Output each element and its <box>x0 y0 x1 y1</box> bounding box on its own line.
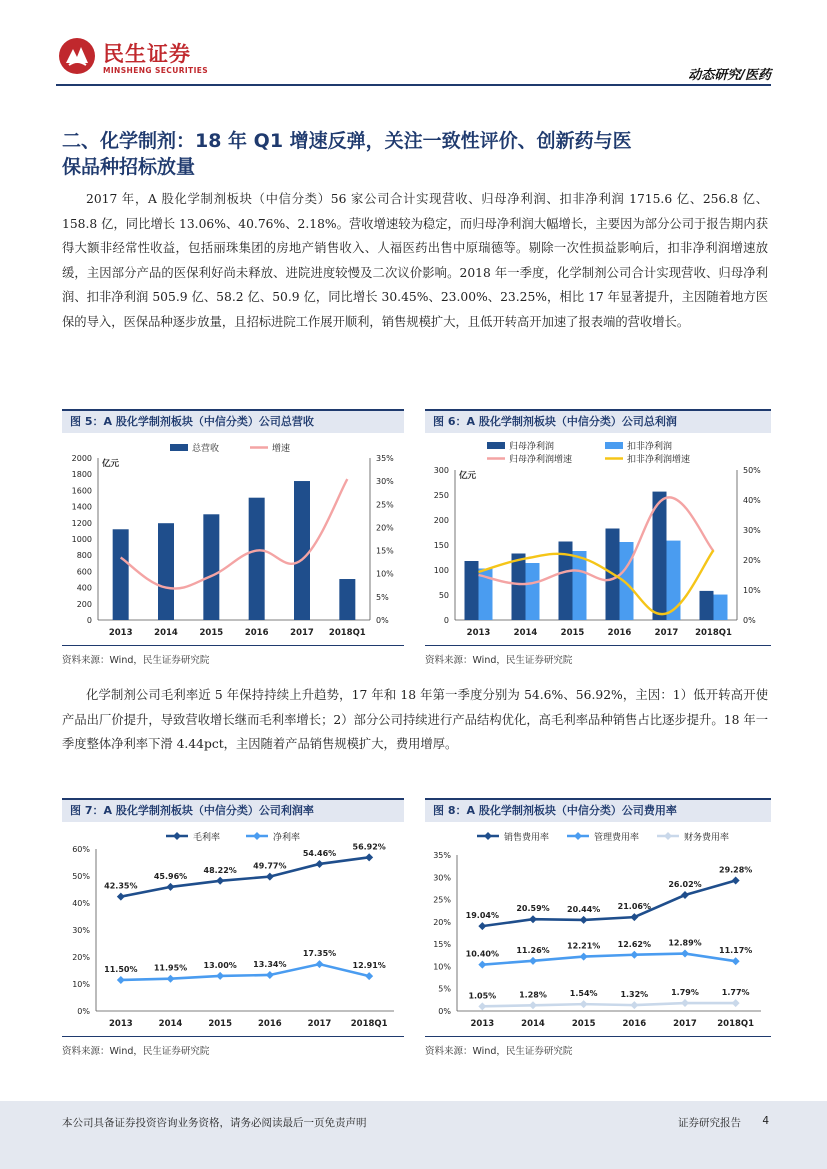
x-tick-label: 2014 <box>158 1019 183 1029</box>
x-tick-label: 2014 <box>513 628 538 638</box>
figure-7-title: 图 7：A 股化学制剂板块（中信分类）公司利润率 <box>62 798 404 822</box>
data-label: 56.92% <box>352 842 386 852</box>
x-tick-label: 2017 <box>654 628 679 638</box>
x-tick-label: 2017 <box>673 1019 697 1029</box>
y2-tick-label: 25% <box>376 500 394 510</box>
y-tick-label: 40% <box>72 899 90 908</box>
header-divider <box>56 84 771 86</box>
y-unit-label: 亿元 <box>459 471 477 481</box>
data-label: 1.79% <box>671 988 699 998</box>
paragraph-margin: 化学制剂公司毛利率近 5 年保持持续上升趋势，17 年和 18 年第一季度分别为 54.6%、56.92%，主因：1）低开转高开使产品出厂价提升，导致营收增长继而毛利率增长；2）部分公司持续进行产品结构优化，高毛利率品种销售占比逐步提升。18 年一季度整体净利率下滑 4.44pct，主因随着产品销售规模扩大，费用增厚。 <box>62 688 768 752</box>
data-label: 13.34% <box>253 959 287 969</box>
figure-8-chart <box>425 825 771 1033</box>
data-label: 20.44% <box>567 904 601 914</box>
figure-7-source: 资料来源：Wind，民生证券研究院 <box>62 1046 210 1057</box>
data-label: 54.46% <box>302 848 337 858</box>
x-tick-label: 2014 <box>154 628 178 638</box>
y-tick-label: 1800 <box>71 470 92 480</box>
chart-svg <box>425 825 771 1033</box>
footer-disclaimer: 本公司具备证券投资咨询业务资格，请务必阅读最后一页免责声明 <box>62 1117 367 1129</box>
figure-6-title: 图 6：A 股化学制剂板块（中信分类）公司总利润 <box>425 409 771 433</box>
data-label: 11.50% <box>104 964 138 974</box>
data-label: 12.91% <box>352 961 386 971</box>
point-管理费用率-2015 <box>580 953 588 961</box>
footer-report-type: 证券研究报告 <box>678 1117 741 1129</box>
y-tick-label: 300 <box>433 466 449 475</box>
point-毛利率-2014 <box>167 883 175 891</box>
bar-归母净利润-2014 <box>512 554 526 621</box>
data-label: 49.77% <box>253 861 287 871</box>
y-tick-label: 0 <box>443 616 449 625</box>
y-tick-label: 60% <box>72 845 90 854</box>
figure-5-chart <box>62 436 404 642</box>
figure-8-bottom-line <box>425 1036 771 1037</box>
y-tick-label: 15% <box>433 940 451 950</box>
bar-总营收-2013 <box>113 529 129 620</box>
point-销售费用率-2015 <box>580 916 588 924</box>
legend-label: 归母净利润 <box>509 442 555 452</box>
chart-svg <box>62 436 404 642</box>
point-净利率-2014 <box>167 975 175 983</box>
point-净利率-2017 <box>316 960 324 968</box>
point-管理费用率-2016 <box>630 951 638 959</box>
bar-总营收-2014 <box>158 523 174 620</box>
y-tick-label: 150 <box>433 541 449 550</box>
data-label: 12.62% <box>617 939 651 949</box>
data-label: 26.02% <box>668 880 702 890</box>
data-label: 11.95% <box>153 963 188 973</box>
y-tick-label: 1600 <box>71 486 92 496</box>
minsheng-logo-icon <box>58 37 96 75</box>
line-财务费用率 <box>482 1003 735 1006</box>
legend-marker <box>574 832 582 840</box>
legend-label: 扣非净利润 <box>627 442 673 452</box>
data-label: 48.22% <box>203 865 237 875</box>
y2-tick-label: 35% <box>376 454 394 463</box>
y-tick-label: 0% <box>438 1007 451 1016</box>
x-tick-label: 2017 <box>290 628 314 638</box>
y-tick-label: 50% <box>72 872 90 881</box>
legend-marker <box>173 832 181 840</box>
x-tick-label: 2018Q1 <box>328 628 366 638</box>
y-tick-label: 5% <box>438 984 451 994</box>
point-毛利率-2015 <box>216 877 224 885</box>
footer-bar <box>0 1101 827 1169</box>
legend-label: 扣非净利润增速 <box>627 455 691 465</box>
point-销售费用率-2018Q1 <box>732 876 740 884</box>
y2-tick-label: 15% <box>376 546 394 556</box>
legend-label: 销售费用率 <box>504 833 550 843</box>
figure-8-source: 资料来源：Wind，民生证券研究院 <box>425 1046 573 1057</box>
data-label: 42.35% <box>104 881 138 891</box>
y-tick-label: 20% <box>433 917 451 927</box>
logo-text-cn: 民生证券 <box>103 42 191 66</box>
x-tick-label: 2013 <box>470 1019 495 1029</box>
legend-label: 毛利率 <box>193 833 221 843</box>
legend-label: 管理费用率 <box>594 833 640 843</box>
data-label: 10.40% <box>465 949 499 959</box>
point-销售费用率-2013 <box>478 922 486 930</box>
data-label: 12.89% <box>668 938 702 948</box>
x-tick-label: 2017 <box>307 1019 332 1029</box>
figure-5-bottom-line <box>62 645 404 646</box>
y-tick-label: 200 <box>76 599 92 609</box>
point-销售费用率-2016 <box>630 913 638 921</box>
x-tick-label: 2018Q1 <box>350 1019 388 1029</box>
bar-扣非净利润-2015 <box>573 551 587 620</box>
data-label: 19.04% <box>465 911 499 921</box>
y2-tick-label: 20% <box>743 556 761 565</box>
legend-swatch <box>170 444 188 451</box>
figure-6-chart <box>425 436 771 642</box>
point-财务费用率-2015 <box>580 1000 588 1008</box>
data-label: 11.26% <box>516 945 550 955</box>
point-毛利率-2017 <box>316 860 324 868</box>
x-tick-label: 2018Q1 <box>695 628 732 638</box>
y2-tick-label: 5% <box>376 592 389 602</box>
bar-扣非净利润-2016 <box>620 542 634 620</box>
data-label: 17.35% <box>302 949 337 959</box>
x-tick-label: 2015 <box>560 628 585 638</box>
x-tick-label: 2016 <box>622 1019 647 1029</box>
paragraph-revenue: 2017 年，A 股化学制剂板块（中信分类）56 家公司合计实现营收、归母净利润、扣非净利润 1715.6 亿、256.8 亿、158.8 亿，同比增长 13.06%、40.76%、2.18%。营收增速较为稳定，而归母净利润大幅增长，主要因为部分公司于报告期内获得大额非经常性收益，包括丽珠集团的房地产销售收入、人福医药出售中原瑞德等。剔除一次性损益影响后，扣非净利润增速放缓，主因部分产品的医保利好尚未释放、进院进度较慢及二次议价影响。2018 年一季度，化学制剂公司合计实现营收、归母净利润、扣非净利润 505.9 亿、58.2 亿、50.9 亿，同比增长 30.45%、23.00%、23.25%，相比 17 年显著提升，主因随着地方医保的导入，医保品种逐步放量，且招标进院工作展开顺利，销售规模扩大，且低开转高开加速了报表端的营收增长。 <box>62 192 768 329</box>
figure-7-chart <box>62 825 404 1033</box>
x-tick-label: 2014 <box>521 1019 545 1029</box>
y-tick-label: 1000 <box>71 535 92 544</box>
point-净利率-2015 <box>216 972 224 980</box>
y2-tick-label: 30% <box>376 477 394 487</box>
data-label: 1.54% <box>569 989 598 999</box>
point-毛利率-2018Q1 <box>365 853 373 861</box>
data-label: 29.28% <box>719 865 753 875</box>
y-tick-label: 800 <box>76 551 92 561</box>
data-label: 11.17% <box>719 946 753 956</box>
y-tick-label: 10% <box>72 980 90 989</box>
legend-swatch <box>605 442 623 449</box>
y2-tick-label: 0% <box>376 616 389 625</box>
point-财务费用率-2018Q1 <box>732 999 740 1007</box>
bar-总营收-2017 <box>294 481 310 620</box>
legend-label: 增速 <box>272 444 291 454</box>
page-number: 4 <box>762 1115 769 1127</box>
y-tick-label: 30% <box>433 873 451 883</box>
bar-扣非净利润-2017 <box>667 541 681 620</box>
y-tick-label: 25% <box>433 895 451 905</box>
data-label: 13.00% <box>203 960 237 970</box>
point-财务费用率-2016 <box>630 1001 638 1009</box>
legend-label: 总营收 <box>192 444 220 454</box>
figure-6-bottom-line <box>425 645 771 646</box>
legend-label: 归母净利润增速 <box>509 455 573 465</box>
data-label: 1.77% <box>721 988 750 998</box>
bar-总营收-2018Q1 <box>339 579 355 620</box>
y-tick-label: 200 <box>433 516 449 525</box>
y-tick-label: 35% <box>433 851 451 860</box>
line-增速 <box>121 479 348 588</box>
y-tick-label: 0% <box>77 1007 90 1016</box>
y2-tick-label: 40% <box>743 496 761 505</box>
legend-label: 财务费用率 <box>684 833 730 843</box>
point-财务费用率-2017 <box>681 999 689 1007</box>
y2-tick-label: 30% <box>743 526 761 535</box>
point-净利率-2016 <box>266 971 274 979</box>
point-销售费用率-2014 <box>529 915 537 923</box>
page-header <box>0 0 827 92</box>
figure-6-source: 资料来源：Wind，民生证券研究院 <box>425 655 573 666</box>
chart-svg <box>425 436 771 642</box>
legend-swatch <box>487 442 505 449</box>
x-tick-label: 2015 <box>571 1019 596 1029</box>
data-label: 1.32% <box>620 990 649 1000</box>
x-tick-label: 2013 <box>466 628 491 638</box>
y-tick-label: 100 <box>433 566 449 575</box>
bar-总营收-2015 <box>203 514 219 620</box>
y-tick-label: 2000 <box>71 454 92 463</box>
y-tick-label: 50 <box>438 591 449 600</box>
data-label: 20.59% <box>516 904 550 914</box>
legend-marker <box>484 832 492 840</box>
bar-总营收-2016 <box>249 498 265 620</box>
y2-tick-label: 10% <box>743 586 761 595</box>
legend-marker <box>253 832 261 840</box>
x-tick-label: 2015 <box>208 1019 233 1029</box>
data-label: 21.06% <box>617 902 651 912</box>
data-label: 12.21% <box>567 941 601 951</box>
y-tick-label: 400 <box>76 583 92 593</box>
point-管理费用率-2017 <box>681 950 689 958</box>
y-tick-label: 10% <box>433 962 451 972</box>
legend-marker <box>664 832 672 840</box>
data-label: 1.05% <box>468 991 497 1001</box>
point-财务费用率-2014 <box>529 1001 537 1009</box>
y-tick-label: 600 <box>76 567 92 577</box>
point-净利率-2013 <box>117 976 125 984</box>
y2-tick-label: 20% <box>376 523 394 533</box>
y-tick-label: 20% <box>72 953 90 962</box>
bar-归母净利润-2018Q1 <box>700 591 714 620</box>
x-tick-label: 2016 <box>244 628 269 638</box>
bar-归母净利润-2013 <box>465 561 479 620</box>
report-category: 动态研究/医药 <box>688 68 771 83</box>
point-管理费用率-2014 <box>529 957 537 965</box>
point-管理费用率-2018Q1 <box>732 957 740 965</box>
x-tick-label: 2013 <box>108 628 133 638</box>
logo-text-en: MINSHENG SECURITIES <box>103 66 209 75</box>
y2-tick-label: 50% <box>743 466 761 475</box>
chart-svg <box>62 825 404 1033</box>
point-净利率-2018Q1 <box>365 972 373 980</box>
y2-tick-label: 10% <box>376 569 394 579</box>
x-tick-label: 2015 <box>199 628 224 638</box>
figure-8-title: 图 8：A 股化学制剂板块（中信分类）公司费用率 <box>425 798 771 822</box>
y2-tick-label: 0% <box>743 616 756 625</box>
section-title: 二、化学制剂：18 年 Q1 增速反弹，关注一致性评价、创新药与医保品种招标放量 <box>62 130 632 178</box>
figure-7-bottom-line <box>62 1036 404 1037</box>
point-财务费用率-2013 <box>478 1002 486 1010</box>
point-毛利率-2016 <box>266 873 274 881</box>
figure-5-source: 资料来源：Wind，民生证券研究院 <box>62 655 210 666</box>
y-unit-label: 亿元 <box>102 459 120 469</box>
data-label: 1.28% <box>519 990 547 1000</box>
data-label: 45.96% <box>153 871 188 881</box>
bar-扣非净利润-2014 <box>526 563 540 620</box>
legend-label: 净利率 <box>273 833 301 843</box>
point-销售费用率-2017 <box>681 891 689 899</box>
y-tick-label: 1200 <box>71 518 92 528</box>
line-管理费用率 <box>482 954 735 965</box>
figure-5-title: 图 5：A 股化学制剂板块（中信分类）公司总营收 <box>62 409 404 433</box>
y-tick-label: 0 <box>86 616 92 625</box>
x-tick-label: 2018Q1 <box>717 1019 755 1029</box>
x-tick-label: 2013 <box>108 1019 133 1029</box>
y-tick-label: 250 <box>433 491 449 500</box>
x-tick-label: 2016 <box>607 628 632 638</box>
y-tick-label: 30% <box>72 926 90 935</box>
y-tick-label: 1400 <box>71 502 92 512</box>
bar-扣非净利润-2018Q1 <box>714 595 728 620</box>
x-tick-label: 2016 <box>257 1019 282 1029</box>
point-管理费用率-2013 <box>478 961 486 969</box>
point-毛利率-2013 <box>117 893 125 901</box>
